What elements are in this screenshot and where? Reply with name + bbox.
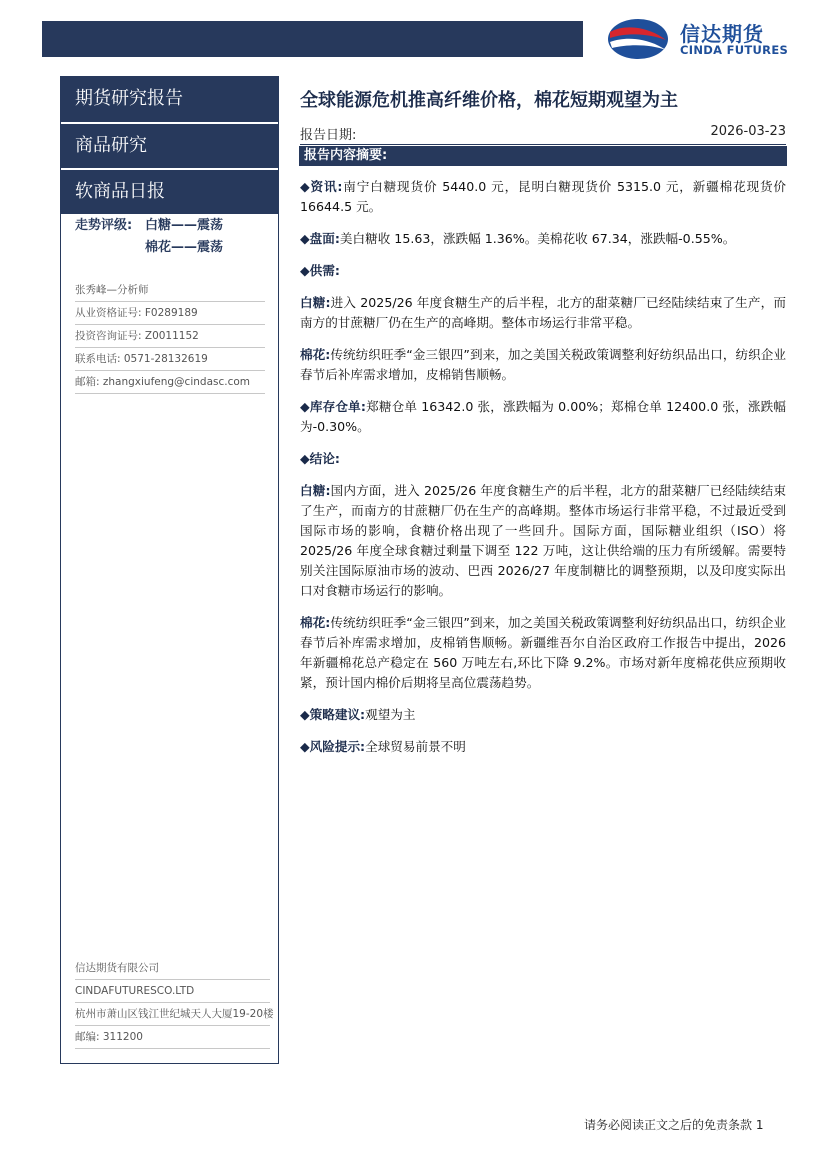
company-name-cn: 信达期货有限公司	[75, 957, 270, 980]
risk-label: ◆风险提示:	[300, 739, 366, 754]
report-body	[300, 177, 786, 769]
sugar-conclusion-paragraph	[300, 481, 786, 601]
analyst-license: 从业资格证号: F0289189	[75, 302, 265, 325]
sidebar-category: 期货研究报告	[61, 77, 278, 122]
company-postcode: 邮编: 311200	[75, 1026, 270, 1049]
report-date-label: 报告日期:	[300, 128, 357, 143]
analyst-consult-license: 投资咨询证号: Z0011152	[75, 325, 265, 348]
company-name-en: CINDAFUTURESCO.LTD	[75, 980, 270, 1003]
cinda-logo	[606, 16, 789, 62]
sugar-supply-paragraph	[300, 293, 786, 333]
strategy-label: ◆策略建议:	[300, 707, 366, 722]
strategy-text: 观望为主	[365, 707, 416, 722]
sugar-supply-text: 进入 2025/26 年度食糖生产的后半程，北方的甜菜糖厂已经陆续结束了生产，而南方的甘蔗糖厂仍在生产的高峰期。整体市场运行非常平稳。	[300, 295, 786, 330]
sugar-label: 白糖:	[300, 483, 331, 498]
cotton-label: 棉花:	[300, 347, 331, 362]
report-date: 2026-03-23	[710, 124, 786, 139]
conclusion-label: ◆结论:	[300, 451, 340, 466]
trend-rating	[61, 215, 278, 259]
rating-label: 走势评级:	[75, 218, 133, 233]
cotton-supply-paragraph	[300, 345, 786, 385]
analyst-email[interactable]: 邮箱: zhangxiufeng@cindasc.com	[75, 371, 265, 394]
market-label: ◆盘面:	[300, 231, 340, 246]
news-label: ◆资讯:	[300, 179, 343, 194]
cotton-conclusion-text: 传统纺织旺季“金三银四”到来，加之美国关税政策调整利好纺织品出口，纺织企业春节后补库需求增加，皮棉销售顺畅。新疆维吾尔自治区政府工作报告中提出，2026 年新疆棉花总产稳定在 560 万吨左右,环比下降 9.2%。市场对新年度棉花供应预期收紧，预计国内棉价后期将呈高位震荡趋势。	[300, 615, 786, 690]
sugar-label: 白糖:	[300, 295, 331, 310]
cotton-supply-text: 传统纺织旺季“金三银四”到来，加之美国关税政策调整利好纺织品出口，纺织企业春节后补库需求增加，皮棉销售顺畅。	[300, 347, 786, 382]
news-paragraph	[300, 177, 786, 217]
market-text: 美白糖收 15.63，涨跌幅 1.36%。美棉花收 67.34，涨跌幅-0.55%。	[339, 231, 736, 246]
cotton-label: 棉花:	[300, 615, 331, 630]
supply-label: ◆供需:	[300, 263, 340, 278]
company-address: 杭州市萧山区钱江世纪城天人大厦19-20楼	[75, 1003, 270, 1026]
market-paragraph	[300, 229, 786, 249]
report-title: 全球能源危机推高纤维价格，棉花短期观望为主	[300, 90, 678, 111]
rating-sugar: 白糖——震荡	[145, 218, 224, 233]
logo-text-en: CINDA FUTURES	[680, 43, 789, 57]
stock-label: ◆库存仓单:	[300, 399, 366, 414]
strategy-paragraph	[300, 705, 786, 725]
risk-paragraph	[300, 737, 786, 757]
report-date-row	[300, 124, 786, 145]
news-text: 南宁白糖现货价 5440.0 元，昆明白糖现货价 5315.0 元，新疆棉花现货价 16644.5 元。	[300, 179, 786, 214]
sidebar	[60, 76, 279, 1064]
company-info	[75, 957, 274, 1049]
logo-emblem-icon	[606, 16, 670, 62]
analyst-info	[75, 279, 265, 394]
summary-header: 报告内容摘要:	[299, 146, 787, 166]
analyst-phone: 联系电话: 0571-28132619	[75, 348, 265, 371]
stock-paragraph	[300, 397, 786, 437]
sugar-conclusion-text: 国内方面，进入 2025/26 年度食糖生产的后半程，北方的甜菜糖厂已经陆续结束了生产，而南方的甘蔗糖厂仍在生产的高峰期。整体市场运行非常平稳，不过最近受到国际市场的影响，食糖价格出现了一些回升。国际方面，国际糖业组织（ISO）将 2025/26 年度全球食糖过剩量下调至 122 万吨，这让供给端的压力有所缓解。需要特别关注国际原油市场的波动、巴西 2026/27 年度制糖比的调整预期，以及印度实际出口对食糖市场运行的影响。	[300, 483, 786, 598]
sidebar-report-type: 软商品日报	[61, 170, 278, 214]
header-bar	[42, 21, 583, 57]
conclusion-heading	[300, 449, 786, 469]
sidebar-sub: 商品研究	[61, 124, 278, 168]
rating-cotton: 棉花——震荡	[145, 240, 224, 255]
supply-heading	[300, 261, 786, 281]
stock-text: 郑糖仓单 16342.0 张，涨跌幅为 0.00%；郑棉仓单 12400.0 张，涨跌幅为-0.30%。	[300, 399, 786, 434]
risk-text: 全球贸易前景不明	[365, 739, 466, 754]
logo-text-cn: 信达期货	[680, 22, 764, 46]
analyst-name: 张秀峰—分析师	[75, 279, 265, 302]
cotton-conclusion-paragraph	[300, 613, 786, 693]
page-footer: 请务必阅读正文之后的免责条款 1	[584, 1118, 764, 1132]
